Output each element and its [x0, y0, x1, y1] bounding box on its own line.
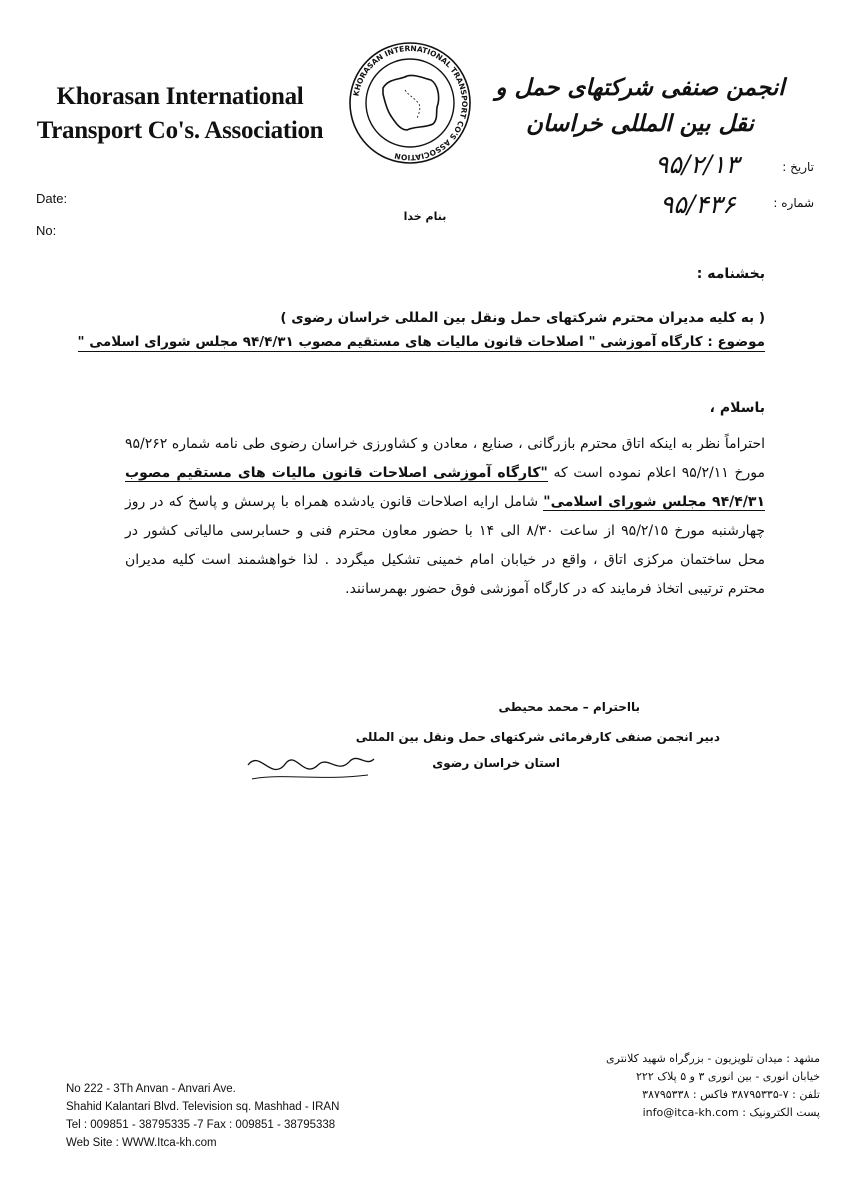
date-label-fa: تاریخ :	[782, 160, 814, 174]
org-name-english-line1: Khorasan International	[56, 83, 304, 110]
org-name-persian-line1: انجمن صنفی شرکتهای حمل و نقل بین المللی خراسان	[495, 74, 785, 137]
iran-map-icon	[383, 75, 439, 130]
recipient-line: ( به کلیه مدیران محترم شرکتهای حمل ونقل بین المللی خراسان رضوی )	[280, 310, 765, 326]
footer-address-persian	[606, 1050, 820, 1122]
footer-en-website: Web Site : WWW.Itca-kh.com	[66, 1137, 217, 1149]
greeting: باسلام ،	[709, 400, 765, 416]
footer-email-label: پست الکترونیک :	[742, 1106, 820, 1119]
number-value: ۹۵/۴۳۶	[660, 190, 736, 219]
body-highlight: "کارگاه آموزشی اصلاحات قانون مالیات های مستقیم مصوب ۹۴/۴/۳۱ مجلس شورای اسلامی"	[125, 465, 765, 510]
association-logo	[345, 38, 475, 168]
handwritten-signature	[240, 745, 380, 790]
org-name-english-line2: Transport Co's. Association	[36, 117, 324, 144]
basmala: بنام خدا	[403, 210, 447, 223]
no-label-en: No:	[36, 223, 57, 238]
footer-fa-line1: مشهد : میدان تلویزیون - بزرگراه شهید کلانتری	[606, 1052, 820, 1065]
footer-en-line3: Tel : 009851 - 38795335 -7 Fax : 009851 - 38795338	[66, 1119, 336, 1131]
footer-fa-line2: خیابان انوری - بین انوری ۳ و ۵ پلاک ۲۲۲	[636, 1070, 820, 1083]
footer-en-line1: No 222 - 3Th Anvan - Anvari Ave.	[66, 1083, 236, 1095]
logo-ring-text: KHORASAN INTERNATIONAL TRANSPORT CO'S ASSOCIATION	[351, 43, 470, 163]
footer-fa-line4	[606, 1104, 820, 1122]
org-name-english	[30, 80, 330, 148]
body-text-part2: شامل ارایه اصلاحات قانون یادشده همراه با پرسش و پاسخ که در روز چهارشنبه مورخ ۹۵/۲/۱۵ از ساعت ۸/۳۰ الی ۱۴ با حضور معاون محترم فنی و حسابرسی مالیاتی کشور در محل ساختمان مرکزی اتاق ، واقع در خیابان امام خمینی تشکیل میگردد . لذا خواهشمند است کلیه مدیران محترم ترتیبی اتخاذ فرمایند که در کارگاه آموزشی فوق حضور بهمرسانند.	[125, 494, 766, 597]
body-text-part1: احتراماً نظر به اینکه اتاق محترم بازرگانی ، صنایع ، معادن و کشاورزی خراسان رضوی طی نامه شماره ۹۵/۲۶۲ مورخ ۹۵/۲/۱۱ اعلام نموده است که	[125, 436, 765, 481]
signature-name: بااحترام – محمد محیطی	[498, 700, 640, 714]
footer-address-english	[66, 1080, 339, 1152]
circular-title: بخشنامه :	[696, 266, 765, 282]
subject-line: موضوع : کارگاه آموزشی " اصلاحات قانون مالیات های مستقیم مصوب ۹۴/۴/۳۱ مجلس شورای اسلامی "	[77, 334, 765, 350]
no-label-fa: شماره :	[773, 196, 814, 210]
signature-title: دبیر انجمن صنفی کارفرمائی شرکتهای حمل ونقل بین المللی	[355, 730, 720, 744]
footer-fa-line3: تلفن : ۷-۳۸۷۹۵۳۳۵ فاکس : ۳۸۷۹۵۳۳۸	[642, 1088, 820, 1101]
signature-province: استان خراسان رضوی	[432, 756, 560, 770]
footer-email: info@itca-kh.com	[642, 1106, 739, 1119]
date-label-en: Date:	[36, 191, 68, 206]
date-value: ۹۵/۲/۱۳	[655, 150, 739, 179]
org-name-persian	[490, 70, 790, 142]
footer-en-line2: Shahid Kalantari Blvd. Television sq. Mashhad - IRAN	[66, 1101, 340, 1113]
letter-body	[125, 430, 765, 604]
